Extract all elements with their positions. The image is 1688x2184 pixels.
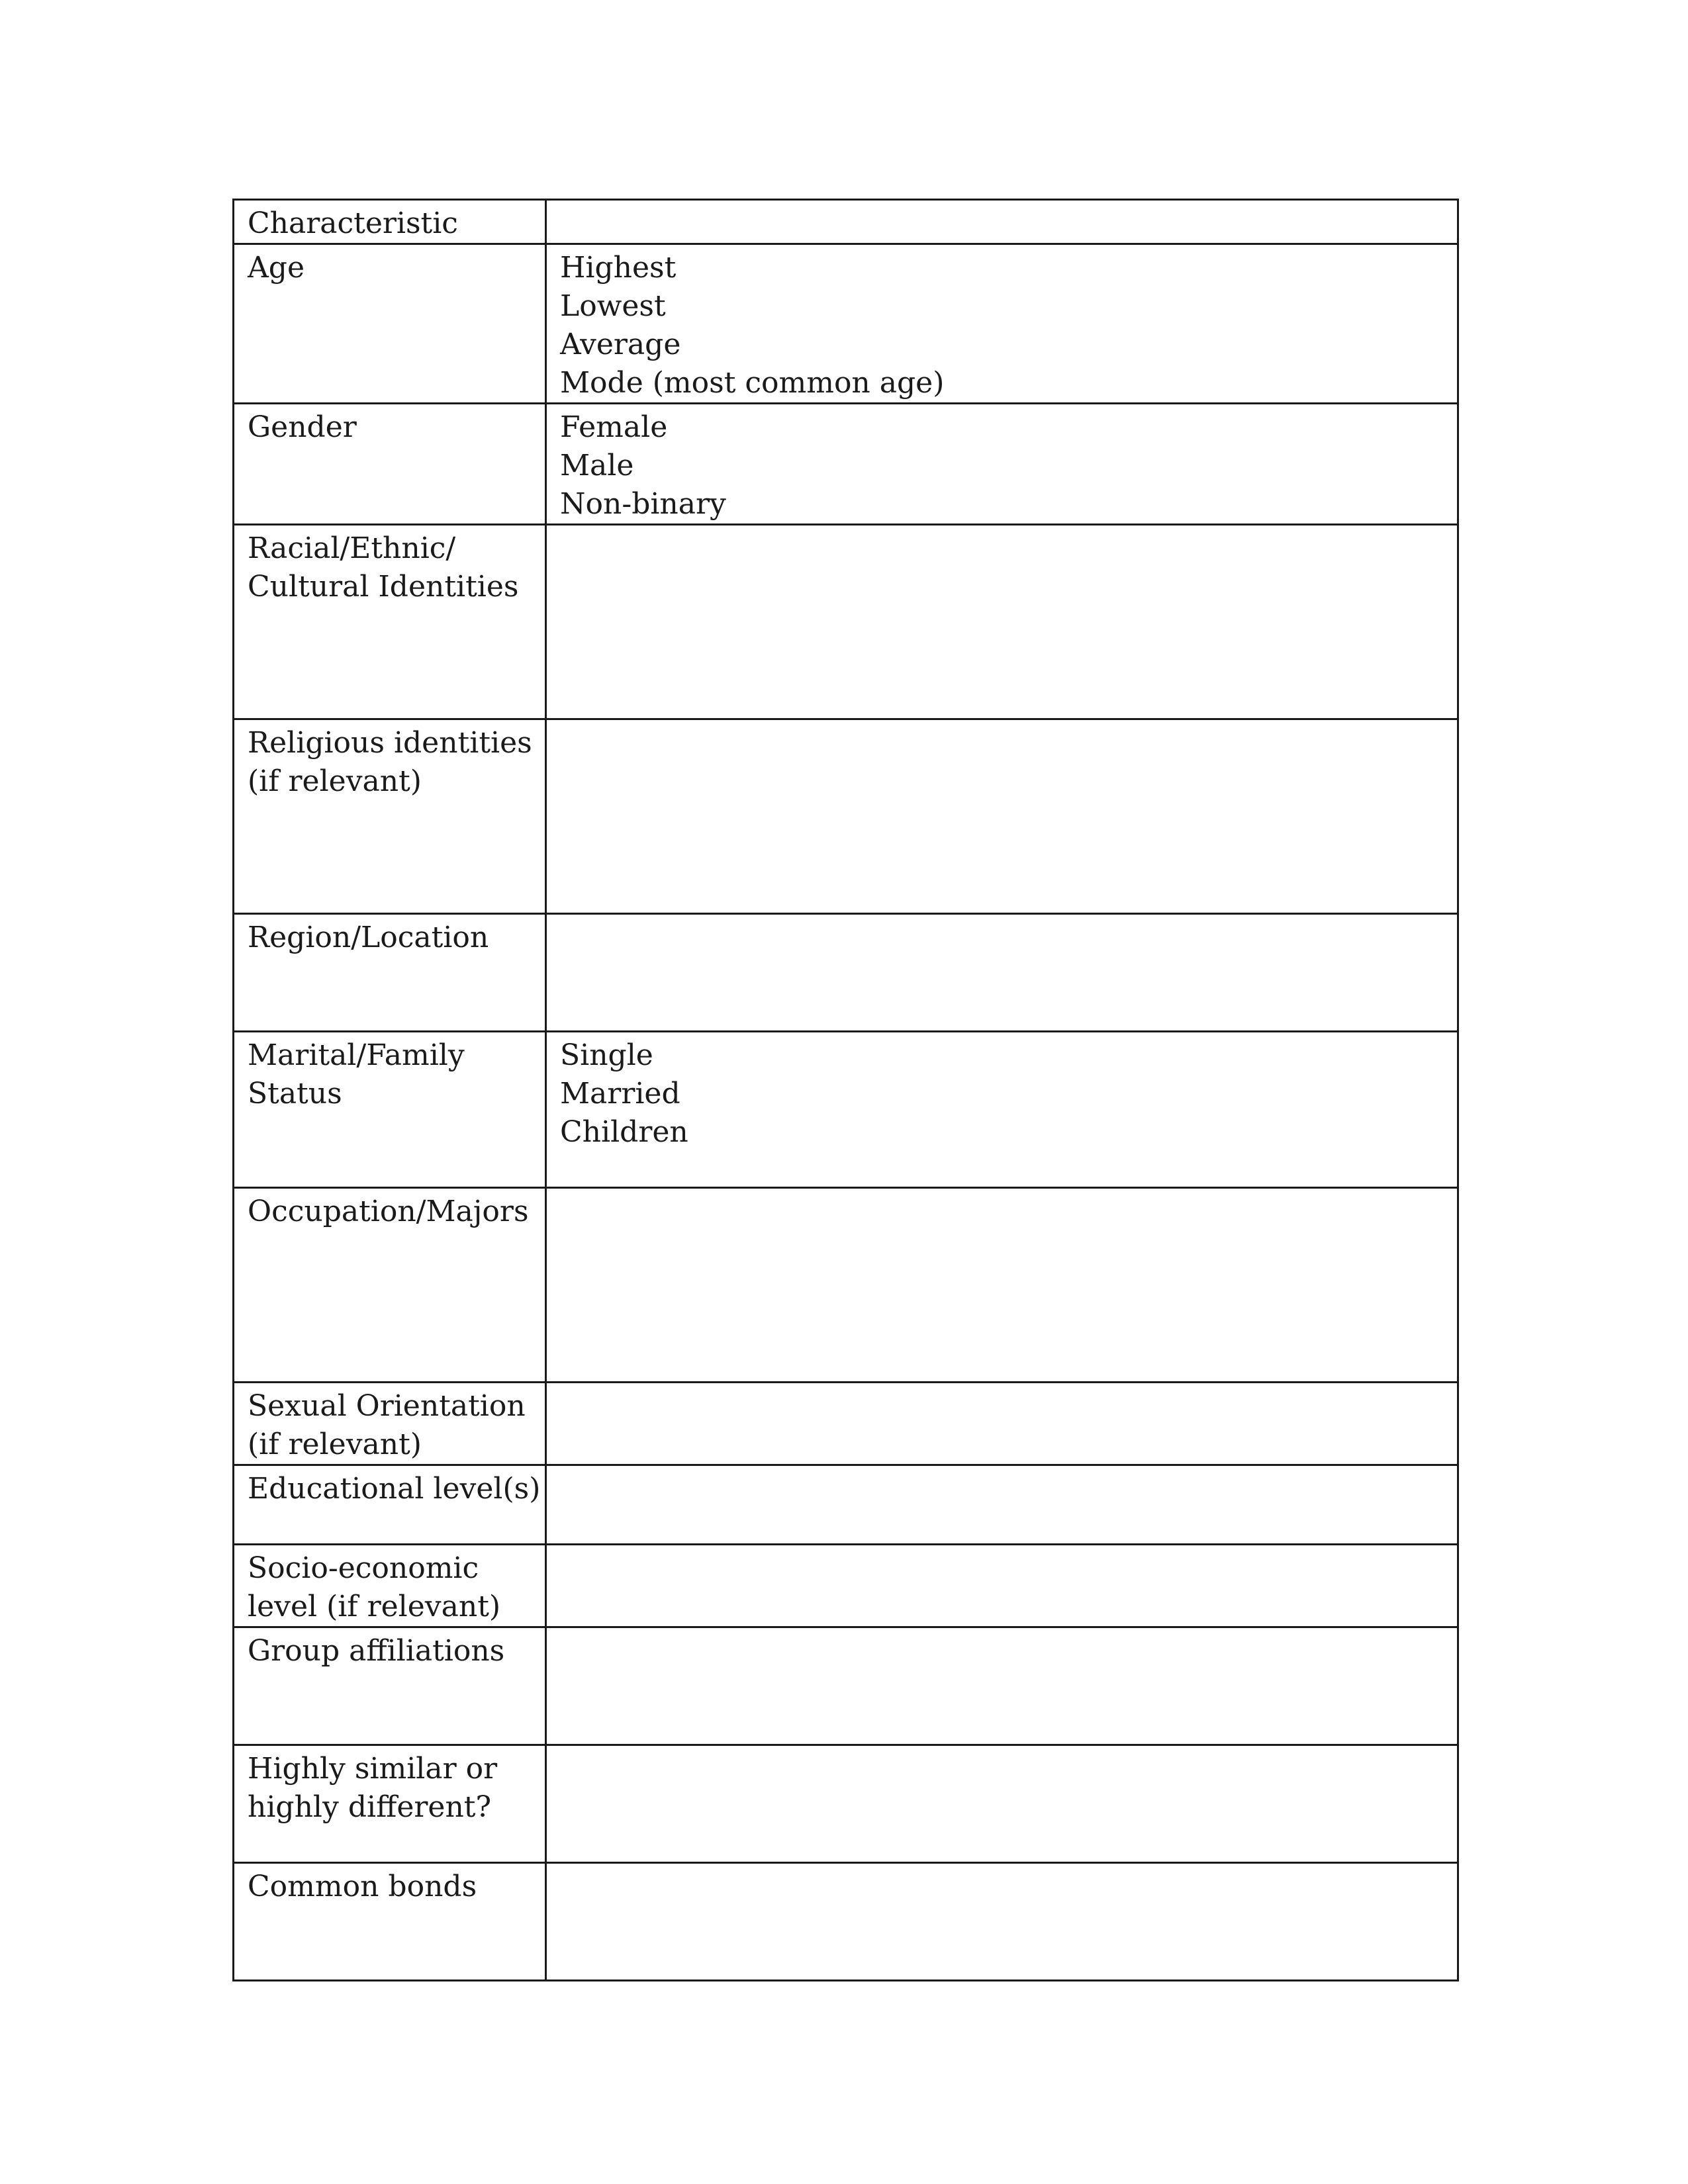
value-line: Average	[560, 328, 681, 361]
row-occupation	[234, 1188, 1458, 1383]
label-line: Common bonds	[248, 1870, 477, 1903]
label-cell	[234, 1545, 546, 1627]
label-cell	[234, 404, 546, 525]
value-line: Single	[560, 1038, 653, 1072]
value-cell[interactable]	[546, 200, 1458, 244]
value-cell[interactable]	[546, 719, 1458, 914]
label-line: Characteristic	[248, 206, 458, 240]
label-line: Religious identities	[248, 726, 532, 760]
label-cell	[234, 1383, 546, 1465]
label-cell	[234, 719, 546, 914]
label-cell	[234, 244, 546, 404]
label-cell	[234, 1032, 546, 1188]
row-age	[234, 244, 1458, 404]
value-cell[interactable]	[546, 1188, 1458, 1383]
row-educational	[234, 1465, 1458, 1545]
value-cell[interactable]	[546, 404, 1458, 525]
row-gender	[234, 404, 1458, 525]
value-cell[interactable]	[546, 1465, 1458, 1545]
label-line: Age	[248, 251, 305, 285]
value-cell[interactable]	[546, 244, 1458, 404]
value-cell[interactable]	[546, 1032, 1458, 1188]
value-cell[interactable]	[546, 1863, 1458, 1981]
label-cell	[234, 525, 546, 719]
row-group-affiliations	[234, 1627, 1458, 1745]
row-common-bonds	[234, 1863, 1458, 1981]
label-line: Educational level(s)	[248, 1472, 541, 1506]
label-cell	[234, 1465, 546, 1545]
label-line: highly different?	[248, 1790, 492, 1824]
characteristics-table	[232, 199, 1459, 1981]
row-marital	[234, 1032, 1458, 1188]
value-cell[interactable]	[546, 525, 1458, 719]
value-line: Highest	[560, 251, 677, 285]
label-line: level (if relevant)	[248, 1590, 501, 1623]
row-racial-ethnic	[234, 525, 1458, 719]
label-line: Highly similar or	[248, 1752, 498, 1786]
row-sexual-orientation	[234, 1383, 1458, 1465]
value-line: Children	[560, 1115, 688, 1149]
value-cell[interactable]	[546, 1545, 1458, 1627]
value-cell[interactable]	[546, 1627, 1458, 1745]
label-line: Occupation/Majors	[248, 1195, 529, 1228]
label-line: Marital/Family	[248, 1038, 465, 1072]
label-line: Socio-economic	[248, 1551, 479, 1585]
value-line: Mode (most common age)	[560, 366, 945, 400]
row-religious	[234, 719, 1458, 914]
value-cell[interactable]	[546, 1383, 1458, 1465]
label-cell	[234, 1188, 546, 1383]
row-socio-economic	[234, 1545, 1458, 1627]
label-line: Racial/Ethnic/	[248, 531, 456, 565]
label-cell	[234, 914, 546, 1032]
value-line: Male	[560, 449, 634, 482]
label-line: Sexual Orientation	[248, 1389, 526, 1423]
value-line: Non-binary	[560, 487, 726, 521]
row-similar-different	[234, 1745, 1458, 1863]
label-cell	[234, 1745, 546, 1863]
label-line: Gender	[248, 410, 357, 444]
label-line: (if relevant)	[248, 764, 422, 798]
label-cell	[234, 200, 546, 244]
row-region	[234, 914, 1458, 1032]
value-line: Lowest	[560, 289, 666, 323]
label-cell	[234, 1627, 546, 1745]
label-line: Status	[248, 1077, 342, 1111]
label-line: Region/Location	[248, 921, 489, 954]
row-characteristic	[234, 200, 1458, 244]
value-cell[interactable]	[546, 914, 1458, 1032]
label-cell	[234, 1863, 546, 1981]
value-line: Married	[560, 1077, 680, 1111]
label-line: Cultural Identities	[248, 570, 519, 604]
value-cell[interactable]	[546, 1745, 1458, 1863]
value-line: Female	[560, 410, 668, 444]
label-line: (if relevant)	[248, 1428, 422, 1461]
label-line: Group affiliations	[248, 1634, 505, 1668]
